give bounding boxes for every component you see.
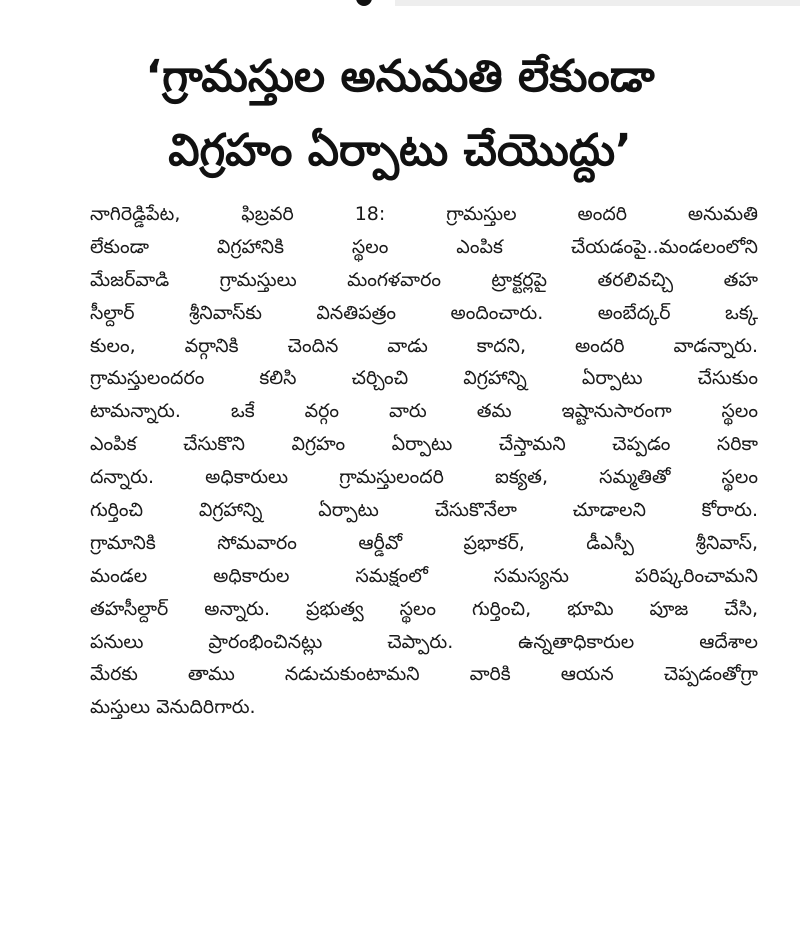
- headline-line-2: విగ్రహం ఏర్పాటు చేయొద్దు’: [168, 125, 632, 176]
- headline-line-1: ‘గ్రామస్తుల అనుమతి లేకుండా: [145, 51, 655, 102]
- article-body: [90, 198, 758, 724]
- body-line: దన్నారు. అధికారులు గ్రామస్తులందరి ఐక్యత, సమ్మతితో స్థలం: [90, 466, 758, 489]
- body-line: గ్రామానికి సోమవారం ఆర్డీవో ప్రభాకర్, డీఎస్పీ శ్రీనివాస్,: [90, 531, 758, 554]
- body-line: నాగిరెడ్డిపేట, ఫిబ్రవరి 18: గ్రామస్తుల అందరి అనుమతి: [90, 203, 758, 225]
- body-line: మేజర్‌వాడి గ్రామస్తులు మంగళవారం ట్రాక్టర్లపై తరలివచ్చి తహ: [90, 268, 758, 291]
- bullet-mark: [356, 0, 372, 6]
- body-line: కులం, వర్గానికి చెందిన వాడు కాదని, అందరి వాడన్నారు.: [90, 334, 758, 357]
- body-line: తహసీల్దార్ అన్నారు. ప్రభుత్వ స్థలం గుర్తించి, భూమి పూజ చేసి,: [90, 597, 758, 620]
- body-line: గ్రామస్తులందరం కలిసి చర్చించి విగ్రహాన్ని ఏర్పాటు చేసుకుం: [90, 367, 758, 390]
- body-line: ఎంపిక చేసుకొని విగ్రహం ఏర్పాటు చేస్తామని చెప్పడం సరికా: [90, 433, 758, 456]
- body-line: మస్తులు వెనుదిరిగారు.: [90, 696, 256, 719]
- body-line: పనులు ప్రారంభించినట్లు చెప్పారు. ఉన్నతాధికారుల ఆదేశాల: [90, 630, 758, 653]
- top-divider: [395, 0, 800, 6]
- body-line: టామన్నారు. ఒకే వర్గం వారు తమ ఇష్టానుసారంగా స్థలం: [90, 400, 758, 423]
- headline: [60, 40, 740, 188]
- body-line: లేకుండా విగ్రహానికి స్థలం ఎంపిక చేయడంపై..మండలంలోని: [90, 235, 758, 258]
- body-line: మేరకు తాము నడుచుకుంటామని వారికి ఆయన చెప్పడంతోగ్రా: [90, 663, 758, 686]
- body-line: గుర్తించి విగ్రహాన్ని ఏర్పాటు చేసుకొనేలా చూడాలని కోరారు.: [90, 499, 758, 522]
- body-line: మండల అధికారుల సమక్షంలో సమస్యను పరిష్కరించామని: [90, 564, 758, 587]
- body-line: సీల్దార్ శ్రీనివాస్‌కు వినతిపత్రం అందించారు. అంబేద్కర్ ఒక్క: [90, 301, 758, 324]
